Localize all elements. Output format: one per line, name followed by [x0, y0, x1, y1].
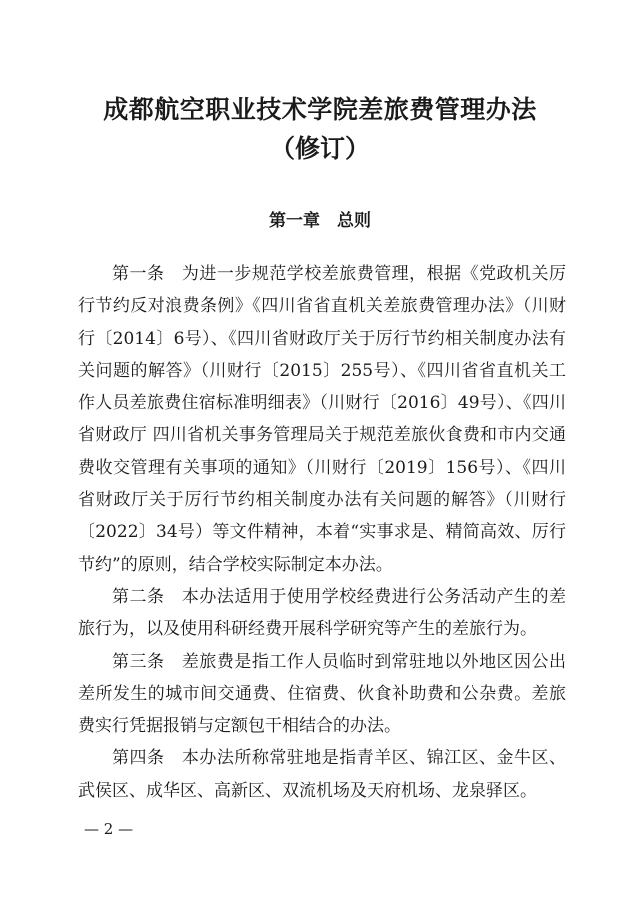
chapter-heading: 第一章 总则 [269, 211, 371, 231]
article-1: 第一条 为进一步规范学校差旅费管理，根据《党政机关厉行节约反对浪费条例》《四川省省直机关差旅费管理办法》（川财行〔2014〕6号）、《四川省财政厅关于厉行节约相关制度办法有关问题的解答》（川财行〔2015〕255号）、《四川省省直机关工作人员差旅费住宿标准明细表》（川财行〔2016〕49号）、《四川省财政厅 四川省机关事务管理局关于规范差旅伙食费和市内交通费收交管理有关事项的通知》（川财行〔2019〕156号）、《四川省财政厅关于厉行节约相关制度办法有关问题的解答》（川财行〔2022〕34号）等文件精神，本着“实事求是、精简高效、厉行节约”的原则，结合学校实际制定本办法。 [78, 264, 566, 575]
article-2: 第二条 本办法适用于使用学校经费进行公务活动产生的差旅行为，以及使用科研经费开展科学研究等产生的差旅行为。 [78, 586, 566, 640]
article-3: 第三条 差旅费是指工作人员临时到常驻地以外地区因公出差所发生的城市间交通费、住宿费、伙食补助费和公杂费。差旅费实行凭据报销与定额包干相结合的办法。 [78, 651, 566, 737]
document-body [78, 258, 566, 807]
document-subtitle: （修订） [269, 134, 370, 163]
page-number: — 2 — [84, 820, 134, 838]
article-4: 第四条 本办法所称常驻地是指青羊区、锦江区、金牛区、武侯区、成华区、高新区、双流机场及天府机场、龙泉驿区。 [78, 748, 566, 801]
document-title: 成都航空职业技术学院差旅费管理办法 [103, 95, 537, 124]
